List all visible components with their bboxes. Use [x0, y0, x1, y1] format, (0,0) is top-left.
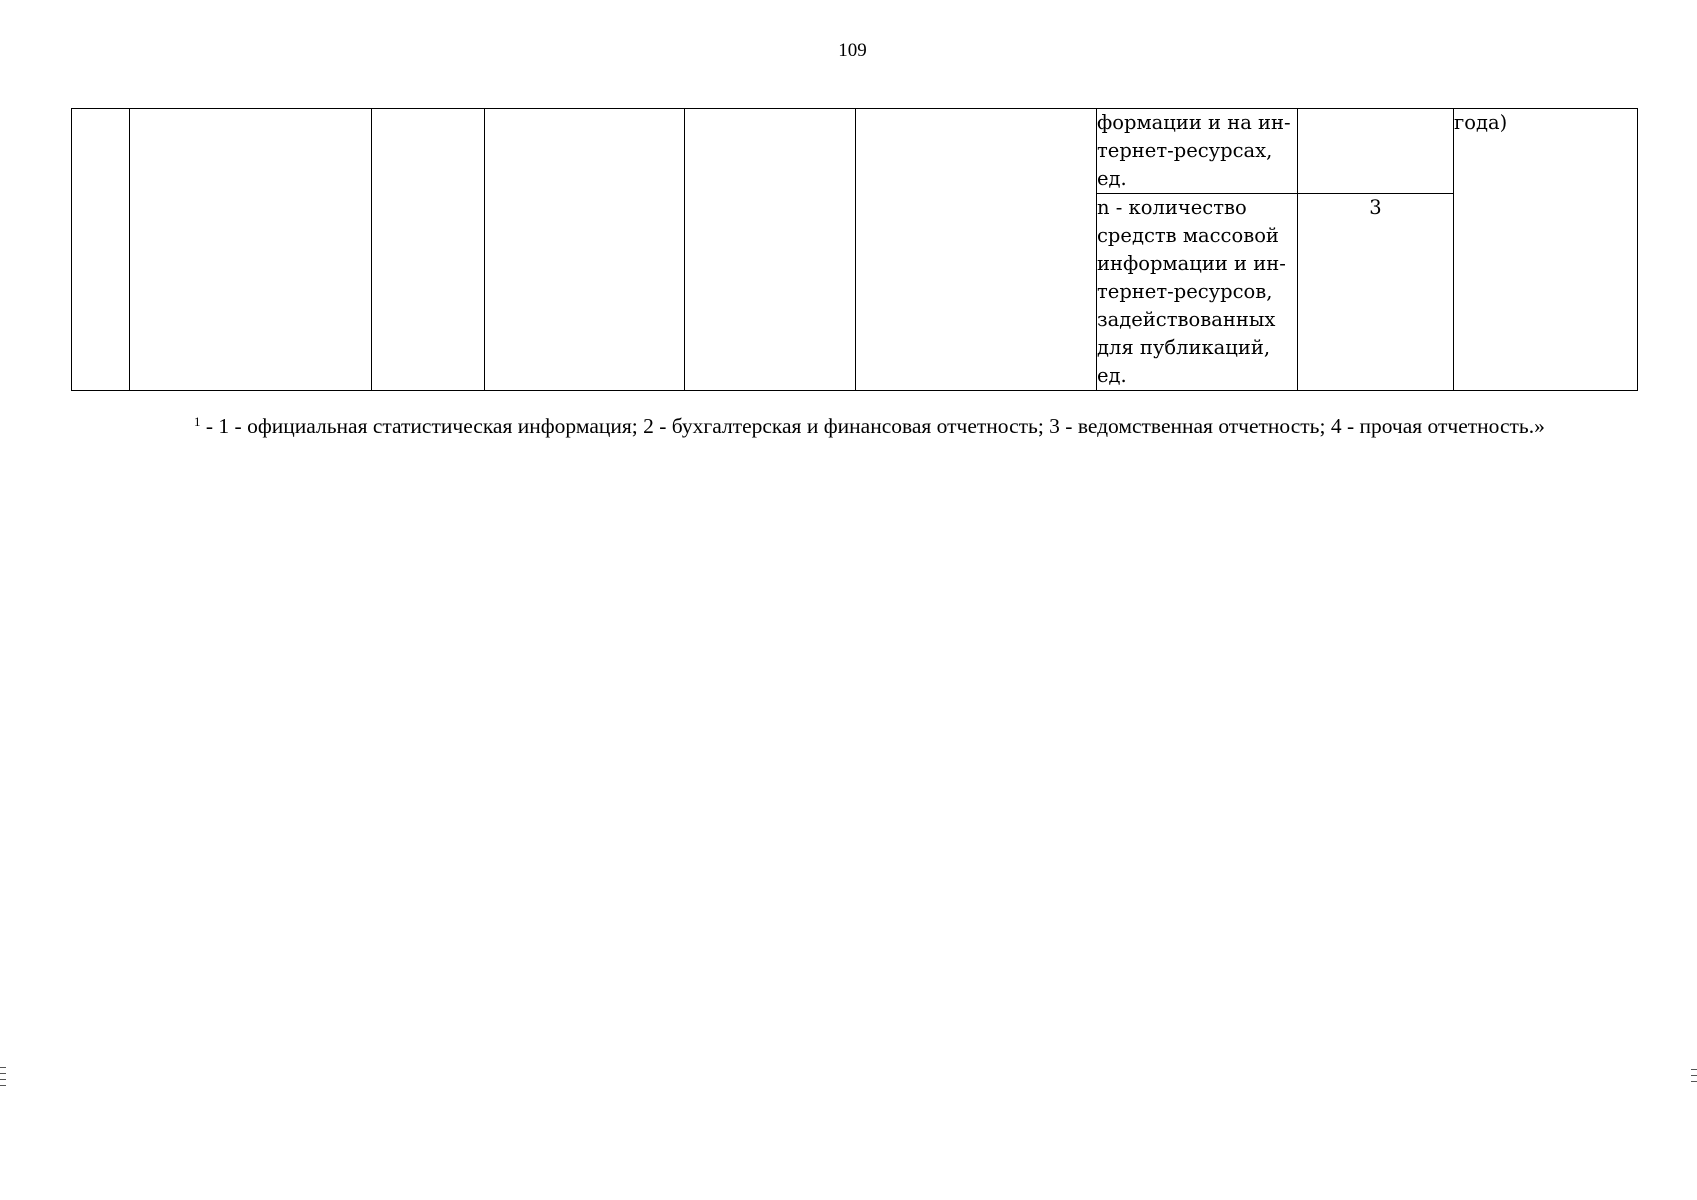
- value-cell: 3: [1298, 194, 1454, 391]
- indicator-cell: n - количество средств массовой информации и ин-тернет-ресурсов, задействованных для публикаций, ед.: [1097, 194, 1298, 391]
- table-row: [72, 109, 1638, 194]
- indicator-table: [71, 108, 1638, 391]
- page-number: 109: [838, 40, 867, 61]
- table-cell-col6: [856, 109, 1097, 391]
- footnote-marker: 1: [194, 414, 201, 429]
- table-cell-col2: [130, 109, 372, 391]
- scan-edge-mark: [1691, 1075, 1697, 1076]
- scan-edge-mark: [1691, 1069, 1697, 1070]
- indicator-cell: формации и на ин-тернет-ресурсах, ед.: [1097, 109, 1298, 194]
- value-cell: [1298, 109, 1454, 194]
- scan-edge-mark: [0, 1067, 6, 1068]
- table-cell-col1: [72, 109, 130, 391]
- scan-edge-mark: [0, 1073, 6, 1074]
- table-cell-col4: [485, 109, 685, 391]
- scan-edge-mark: [0, 1079, 6, 1080]
- footnote-text: - 1 - официальная статистическая информация; 2 - бухгалтерская и финансовая отчетность; 3 - ведомственная отчетность; 4 - прочая отчетность.»: [200, 414, 1545, 438]
- footnote: [143, 412, 1563, 440]
- table-cell-col5: [685, 109, 856, 391]
- table-cell-col3: [372, 109, 485, 391]
- scan-edge-mark: [1691, 1081, 1697, 1082]
- period-cell: года): [1454, 109, 1638, 391]
- scan-edge-mark: [0, 1085, 6, 1086]
